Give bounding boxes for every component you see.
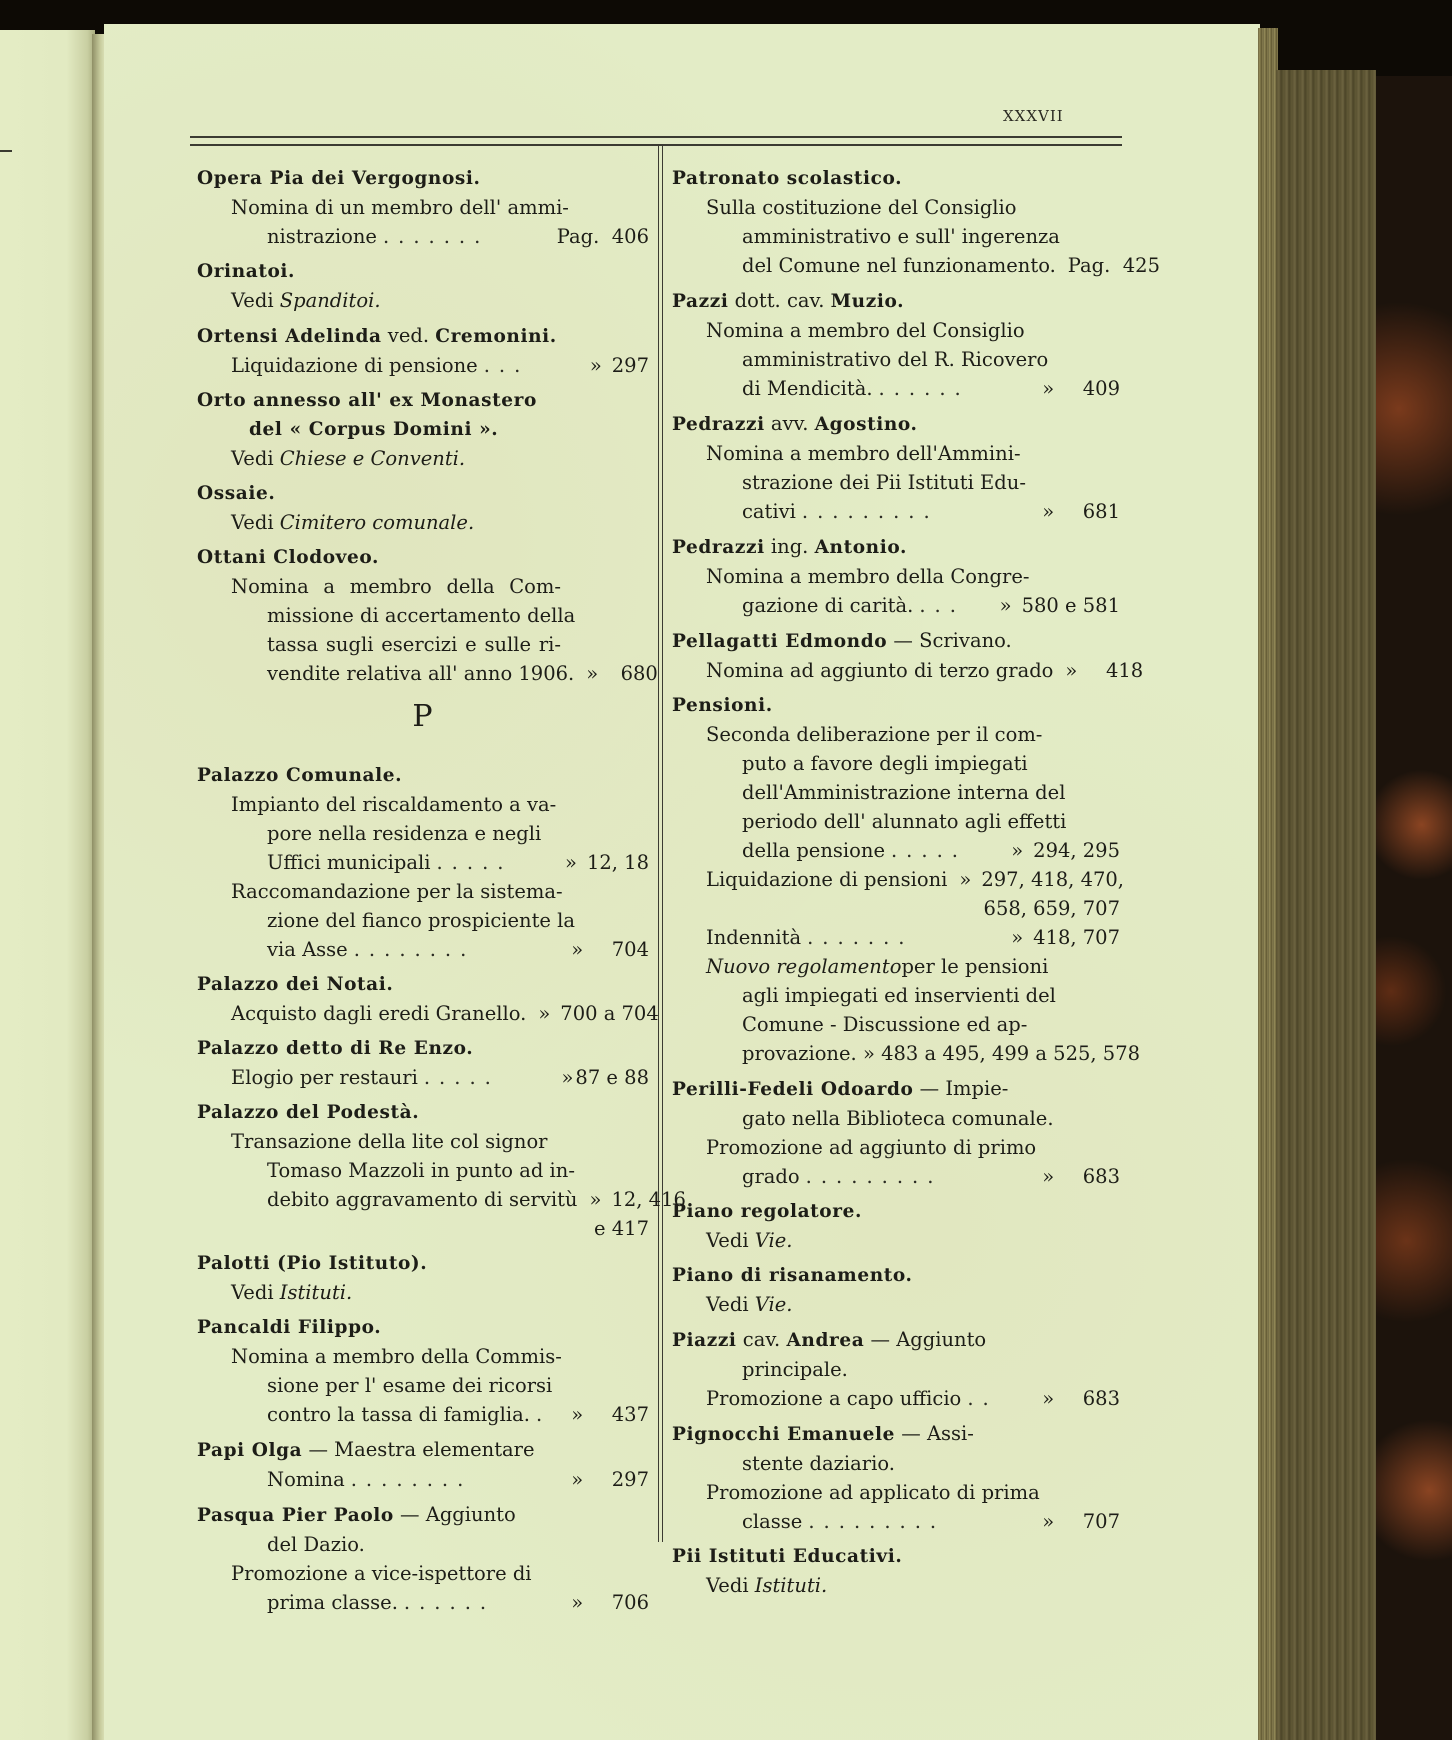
entry-heading: Piano regolatore. <box>672 1201 863 1222</box>
page-ref: 437 <box>611 1403 649 1426</box>
page-ref: 294, 295 <box>1033 839 1120 862</box>
index-entry: Palazzo detto di Re Enzo. Elogio per restauri ..... » 87 e 88 <box>197 1034 649 1092</box>
entry-heading: Papi Olga — Maestra elementare <box>197 1438 535 1461</box>
index-entry: Palazzo Comunale. Impianto del riscaldamento a va- pore nella residenza e negli Uffici municipali ..... » 12, 18 Raccomandazione per la sistema- zione del fianco prospiciente la via Asse ........ » 704 <box>197 761 649 964</box>
index-entry: Piano di risanamento. Vedi Vie. <box>672 1261 1120 1319</box>
cross-reference: Vie. <box>754 1229 793 1252</box>
entry-heading: Pii Istituti Educativi. <box>672 1546 903 1567</box>
page-ref: 409 <box>1082 377 1120 400</box>
page-edges <box>1258 28 1278 1740</box>
cross-reference: Chiese e Conventi. <box>279 447 466 470</box>
page-ref: 658, 659, 707 <box>983 897 1120 920</box>
entry-heading: Pignocchi Emanuele — Assi- <box>672 1422 974 1445</box>
cross-reference: Cimitero comunale. <box>279 511 475 534</box>
facing-left-page-edge <box>0 30 95 1740</box>
page-ref: 425 <box>1122 254 1160 277</box>
index-entry: Pedrazzi ing. Antonio. Nomina a membro della Congre- gazione di carità. ... » 580 e 581 <box>672 532 1120 620</box>
entry-heading: Palazzo del Podestà. <box>197 1102 420 1123</box>
page-ref: 707 <box>1082 1510 1120 1533</box>
index-entry: Papi Olga — Maestra elementare Nomina ........ » 297 <box>197 1435 649 1494</box>
section-letter: P <box>412 699 434 734</box>
index-entry: Pellagatti Edmondo — Scrivano. Nomina ad aggiunto di terzo grado » 418 <box>672 626 1120 685</box>
entry-heading: Orinatoi. <box>197 261 296 282</box>
right-column <box>672 164 1160 1606</box>
index-entry: Pancaldi Filippo. Nomina a membro della Commis- sione per l' esame dei ricorsi contro la tassa di famiglia. . » 437 <box>197 1313 649 1429</box>
page-ref: 704 <box>611 938 649 961</box>
page-ref: 706 <box>611 1591 649 1614</box>
cross-reference: Vie. <box>754 1293 793 1316</box>
page-ref: 683 <box>1082 1387 1120 1410</box>
page-ref: 683 <box>1082 1165 1120 1188</box>
entry-heading: Ottani Clodoveo. <box>197 547 380 568</box>
page-ref: 700 a 704 <box>560 1002 659 1025</box>
page-ref: e 417 <box>594 1217 649 1240</box>
rule-fragment <box>0 150 12 152</box>
page-ref: 580 e 581 <box>1021 594 1120 617</box>
index-entry: Palazzo del Podestà. Transazione della lite col signor Tomaso Mazzoli in punto ad in- debito aggravamento di servitù » 12, 416 e 417 <box>197 1098 649 1243</box>
index-entry: Palazzo dei Notai. Acquisto dagli eredi Granello. » 700 a 704 <box>197 970 649 1028</box>
column-divider <box>658 146 663 1542</box>
page-ref: 297, 418, 470, <box>981 868 1124 891</box>
index-entry: Orinatoi. Vedi Spanditoi. <box>197 257 649 315</box>
entry-heading: Patronato scolastico. <box>672 168 903 189</box>
cross-reference: Istituti. <box>754 1574 828 1597</box>
entry-heading: Ortensi Adelinda ved. Cremonini. <box>197 324 557 347</box>
index-entry: Pazzi dott. cav. Muzio. Nomina a membro del Consiglio amministrativo del R. Ricovero di Mendicità. ...... » 409 <box>672 286 1120 403</box>
index-entry: Pedrazzi avv. Agostino. Nomina a membro dell'Ammini- strazione dei Pii Istituti Edu- cativi ......... » 681 <box>672 409 1120 526</box>
page-ref: 418 <box>1105 659 1144 682</box>
page-ref: 297 <box>611 1468 649 1491</box>
page-ref: 12, 18 <box>586 851 649 874</box>
index-entry: Palotti (Pio Istituto). Vedi Istituti. <box>197 1249 649 1307</box>
entry-heading: Palazzo detto di Re Enzo. <box>197 1038 474 1059</box>
page-ref: 483 a 495, 499 a 525, 578 <box>881 1042 1141 1065</box>
entry-heading: Pensioni. <box>672 695 773 716</box>
page-ref: 87 e 88 <box>575 1066 649 1089</box>
marbled-cover <box>1376 76 1452 1740</box>
index-entry: Orto annesso all' ex Monastero del « Corpus Domini ». Vedi Chiese e Conventi. <box>197 386 649 473</box>
index-entry: Piano regolatore. Vedi Vie. <box>672 1197 1120 1255</box>
page-ref: 680 <box>620 662 658 685</box>
entry-heading: Perilli-Fedeli Odoardo — Impie- <box>672 1077 1009 1100</box>
index-entry: Opera Pia dei Vergognosi. Nomina di un membro dell' ammi- nistrazione ....... Pag. 406 <box>197 164 649 251</box>
header-double-rule <box>190 136 1122 146</box>
entry-heading: Pasqua Pier Paolo — Aggiunto <box>197 1503 516 1526</box>
index-entry: Ossaie. Vedi Cimitero comunale. <box>197 479 649 537</box>
entry-heading: Palazzo Comunale. <box>197 765 403 786</box>
page-number: XXXVII <box>1003 107 1064 125</box>
cross-reference: Spanditoi. <box>279 289 381 312</box>
cross-reference: Istituti. <box>279 1281 353 1304</box>
page-ref: 406 <box>611 225 649 248</box>
entry-heading: Pedrazzi avv. Agostino. <box>672 412 918 435</box>
entry-heading: Pancaldi Filippo. <box>197 1317 382 1338</box>
entry-heading: Piano di risanamento. <box>672 1265 913 1286</box>
entry-heading: Ossaie. <box>197 483 276 504</box>
entry-heading: Pazzi dott. cav. Muzio. <box>672 289 905 312</box>
index-entry: Perilli-Fedeli Odoardo — Impie- gato nella Biblioteca comunale. Promozione ad aggiunto di primo grado ......... » 683 <box>672 1074 1120 1191</box>
index-entry: Pii Istituti Educativi. Vedi Istituti. <box>672 1542 1120 1600</box>
index-entry: Pensioni. Seconda deliberazione per il com- puto a favore degli impiegati dell'Amministrazione interna del periodo dell' alunnato agli effetti della pensione ..... » 294, 295 Liquidazione di pensioni » 297, 418, 470, 658, 659, 707 Indennità ....... » 418, 707 Nuovo regolamento per le pensioni agli impiegati ed inservienti del Comune - Discussione ed ap- provazione. » 483 a 495, 499 a 525, 578 <box>672 691 1120 1068</box>
entry-heading: Pellagatti Edmondo — Scrivano. <box>672 629 1012 652</box>
left-column <box>197 164 686 1623</box>
entry-heading: Pedrazzi ing. Antonio. <box>672 535 908 558</box>
index-entry: Patronato scolastico. Sulla costituzione del Consiglio amministrativo e sull' ingerenza del Comune nel funzionamento. Pag. 425 <box>672 164 1120 280</box>
entry-heading: Palazzo dei Notai. <box>197 974 394 995</box>
entry-heading: Opera Pia dei Vergognosi. <box>197 168 481 189</box>
index-entry: Ottani Clodoveo. Nomina a membro della Com- missione di accertamento della tassa sugli esercizi e sulle ri- vendite relativa all' anno 1906. » 680 <box>197 543 649 688</box>
index-entry: Piazzi cav. Andrea — Aggiunto principale. Promozione a capo ufficio .. » 683 <box>672 1325 1120 1413</box>
index-entry: Ortensi Adelinda ved. Cremonini. Liquidazione di pensione ... » 297 <box>197 321 649 380</box>
entry-heading: Orto annesso all' ex Monastero <box>197 390 537 411</box>
page-ref: 681 <box>1082 500 1120 523</box>
entry-heading: Piazzi cav. Andrea — Aggiunto <box>672 1328 987 1351</box>
page-ref: 297 <box>611 354 649 377</box>
entry-heading: Palotti (Pio Istituto). <box>197 1253 428 1274</box>
index-entry: Pignocchi Emanuele — Assi- stente daziario. Promozione ad applicato di prima classe ......... » 707 <box>672 1419 1120 1536</box>
page-ref: 418, 707 <box>1033 926 1120 949</box>
index-entry: Pasqua Pier Paolo — Aggiunto del Dazio. Promozione a vice-ispettore di prima classe. ...... » 706 <box>197 1500 649 1617</box>
page-ref: 12, 416 <box>611 1188 686 1211</box>
book-block <box>1276 70 1376 1740</box>
